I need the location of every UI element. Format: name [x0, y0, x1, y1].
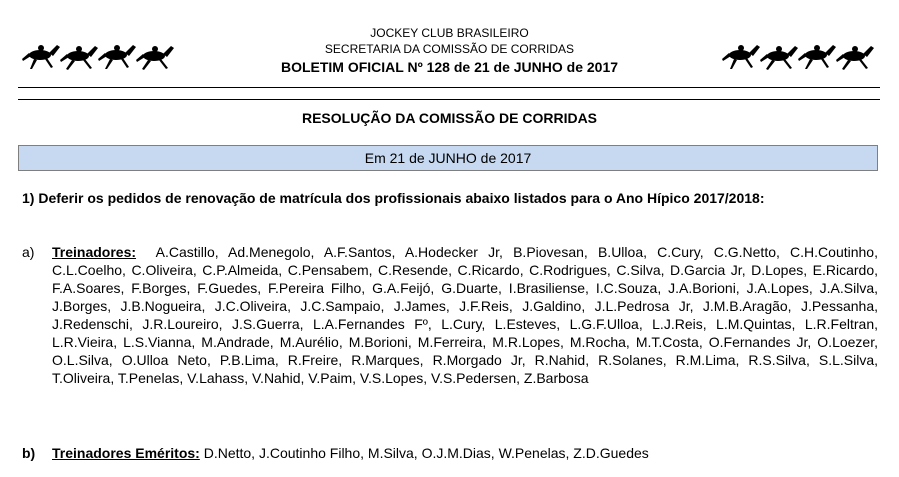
section-a-letter: a)	[22, 244, 35, 260]
section-b-heading: Treinadores Eméritos:	[52, 445, 200, 461]
item-1-text: 1) Deferir os pedidos de renovação de matrícula dos profissionais abaixo listados para o Ano Hípico 2017/2018:	[22, 190, 765, 206]
org-name: JOCKEY CLUB BRASILEIRO	[370, 26, 529, 40]
department-name: SECRETARIA DA COMISSÃO DE CORRIDAS	[324, 42, 575, 56]
section-a-block	[52, 243, 878, 387]
date-band: Em 21 de JUNHO de 2017	[18, 145, 878, 171]
resolution-title: RESOLUÇÃO DA COMISSÃO DE CORRIDAS	[301, 110, 598, 126]
header-divider-bottom	[18, 99, 880, 100]
section-a-heading: Treinadores:	[52, 244, 137, 260]
section-b-block	[52, 444, 878, 462]
section-b-letter: b)	[22, 445, 36, 461]
header-divider-top	[18, 87, 880, 88]
section-a-names: A.Castillo, Ad.Menegolo, A.F.Santos, A.Hodecker Jr, B.Piovesan, B.Ulloa, C.Cury, C.G.Netto, C.H.Coutinho, C.L.Coelho, C.Oliveira, C.P.Almeida, C.Pensabem, C.Resende, C.Ricardo, C.Rodrigues, C.Silva, D.Garcia Jr, D.Lopes, E.Ricardo, F.A.Soares, F.Borges, F.Guedes, F.Pereira Filho, G.A.Feijó, G.Duarte, I.Brasiliense, I.C.Souza, J.A.Borioni, J.A.Lopes, J.A.Silva, J.Borges, J.B.Nogueira, J.C.Oliveira, J.C.Sampaio, J.James, J.F.Reis, J.Galdino, J.L.Pedrosa Jr, J.M.B.Aragão, J.Pessanha, J.Redenschi, J.R.Loureiro, J.S.Guerra, L.A.Fernandes Fº, L.Cury, L.Esteves, L.G.F.Ulloa, L.J.Reis, L.M.Quintas, L.R.Feltran, L.R.Vieira, L.S.Vianna, M.Andrade, M.Aurélio, M.Borioni, M.Ferreira, M.R.Lopes, M.Rocha, M.T.Costa, O.Fernandes Jr, O.Loezer, O.L.Silva, O.Ulloa Neto, P.B.Lima, R.Freire, R.Marques, R.Morgado Jr, R.Nahid, R.Solanes, R.M.Lima, R.S.Silva, S.L.Silva, T.Oliveira, T.Penelas, V.Lahass, V.Nahid, V.Paim, V.S.Lopes, V.S.Pedersen, Z.Barbosa	[52, 244, 878, 386]
section-b-names: D.Netto, J.Coutinho Filho, M.Silva, O.J.M.Dias, W.Penelas, Z.D.Guedes	[203, 445, 649, 461]
bulletin-title: BOLETIM OFICIAL Nº 128 de 21 de JUNHO de 2017	[280, 59, 619, 75]
